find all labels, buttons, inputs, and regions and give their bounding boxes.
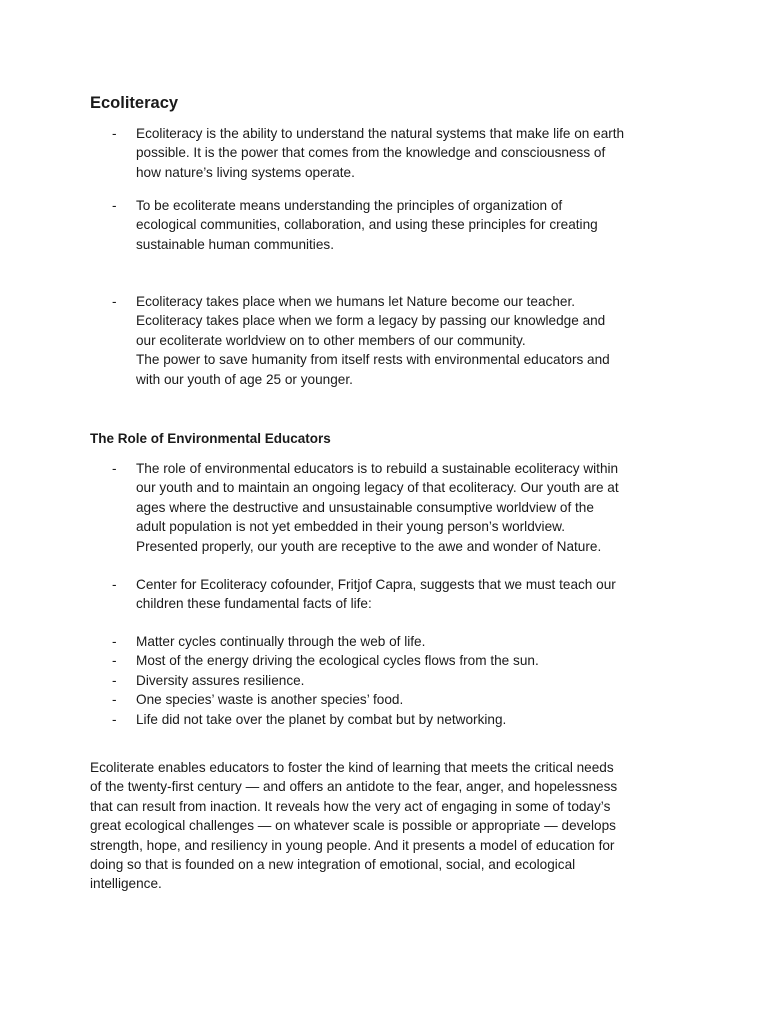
bullet-text: Ecoliteracy is the ability to understand the natural systems that make life on earth possible. It is the power that comes from the knowledge and consciousness of how nature’s living systems operate. — [136, 126, 625, 180]
bullet-dash: - — [112, 653, 117, 669]
fact-item — [112, 651, 692, 670]
bullet-dash: - — [112, 294, 117, 309]
intro-bullet-list — [112, 196, 692, 254]
fact-text: Most of the energy driving the ecological cycles flows from the sun. — [136, 653, 539, 669]
bullet-dash: - — [112, 711, 117, 727]
section-heading: The Role of Environmental Educators — [90, 431, 331, 446]
bullet-item — [112, 124, 692, 182]
facts-of-life-list — [112, 632, 692, 729]
bullet-item — [112, 459, 692, 556]
bullet-dash: - — [112, 672, 117, 688]
bullet-text: Ecoliteracy takes place when we humans let Nature become our teacher. Ecoliteracy takes place when we form a legacy by passing our knowledge and our ecoliterate worldview on to other members of our community. The power to save humanity from itself rests with environmental educators and with our youth of age 25 or younger. — [136, 294, 610, 387]
bullet-text: To be ecoliterate means understanding the principles of organization of ecological communities, collaboration, and using these principles for creating sustainable human communities. — [136, 198, 598, 252]
educators-bullet-list — [112, 459, 692, 556]
bullet-dash: - — [112, 692, 117, 708]
bullet-text: Center for Ecoliteracy cofounder, Fritjof Capra, suggests that we must teach our children these fundamental facts of life: — [136, 577, 616, 612]
fact-text: Matter cycles continually through the web of life. — [136, 634, 426, 649]
intro-bullet-list — [112, 292, 692, 389]
bullet-item — [112, 575, 692, 614]
bullet-text: The role of environmental educators is to rebuild a sustainable ecoliteracy within our youth and to maintain an ongoing legacy of that ecoliteracy. Our youth are at ages where the destructive and unsustainable consumptive worldview of the adult population is not yet embedded in their young person’s worldview. Presented properly, our youth are receptive to the awe and wonder of Nature. — [136, 461, 619, 554]
bullet-item — [112, 292, 692, 389]
fact-text: Life did not take over the planet by combat but by networking. — [136, 711, 507, 727]
bullet-dash: - — [112, 126, 117, 141]
fact-text: Diversity assures resilience. — [136, 672, 305, 688]
fact-text: One species’ waste is another species’ food. — [136, 692, 404, 708]
bullet-dash: - — [112, 634, 117, 649]
bullet-item — [112, 196, 692, 254]
document-title: Ecoliteracy — [90, 94, 179, 112]
fact-item — [112, 710, 692, 729]
fact-item — [112, 690, 692, 709]
bullet-dash: - — [112, 198, 117, 213]
bullet-dash: - — [112, 577, 117, 592]
fact-item — [112, 671, 692, 690]
educators-bullet-list — [112, 575, 692, 614]
closing-paragraph: Ecoliterate enables educators to foster the kind of learning that meets the critical needs of the twenty-first century — and offers an antidote to the fear, anger, and hopelessness that can result from inaction. It reveals how the very act of engaging in some of today’s great ecological challenges — on whatever scale is possible or appropriate — develops strength, hope, and resiliency in young people. And it presents a model of education for doing so that is founded on a new integration of emotional, social, and ecological intelligence. — [90, 760, 618, 892]
bullet-dash: - — [112, 461, 117, 476]
fact-item — [112, 632, 692, 651]
intro-bullet-list — [112, 124, 692, 182]
